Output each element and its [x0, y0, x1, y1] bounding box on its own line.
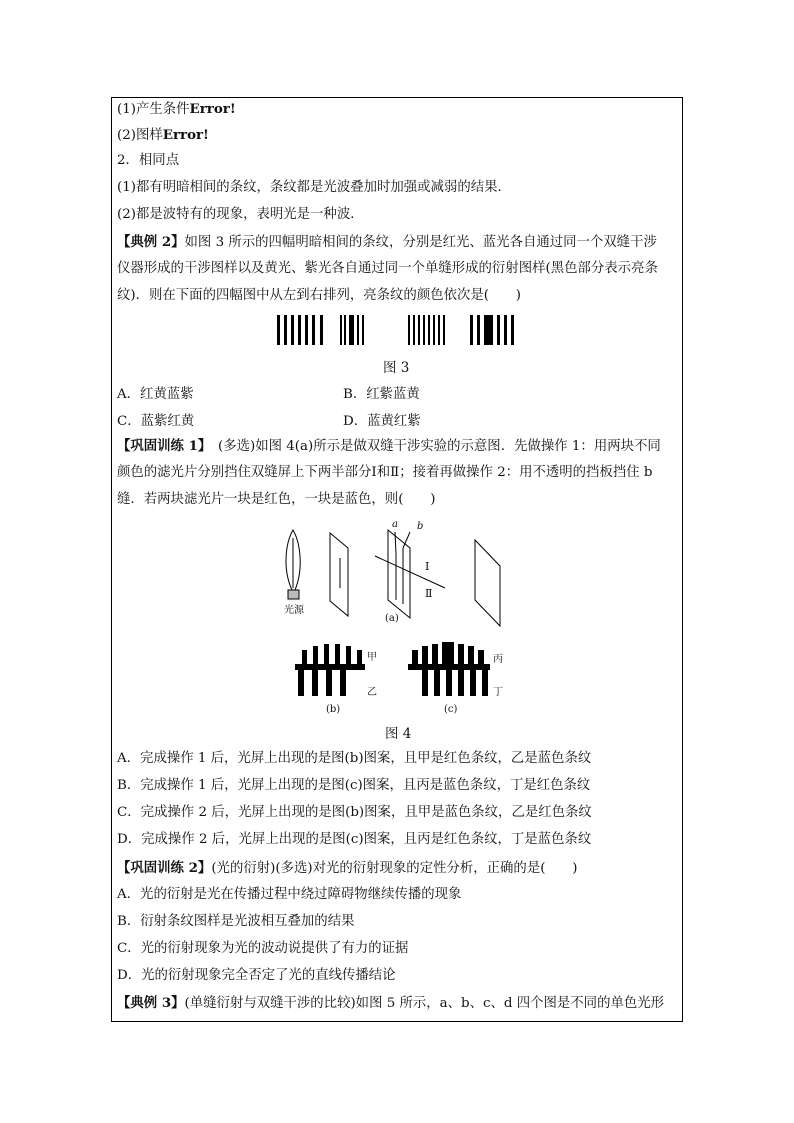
figure-4a-light-source-label: 光源 [284, 605, 304, 616]
figure-4-caption: 图 4 [385, 726, 412, 742]
training-2-option-d: D．光的衍射现象完全否定了光的直线传播结论 [117, 968, 396, 983]
figure-4a-sublabel: (a) [385, 613, 399, 624]
figure-4b-label-yi: 乙 [367, 687, 377, 698]
text-line-4: (1)都有明暗相间的条纹，条纹都是光波叠加时加强或减弱的结果． [117, 180, 511, 195]
figure-4b-sublabel: (b) [326, 704, 341, 715]
text-line-1: (1)产生条件Error! [117, 101, 236, 117]
training-1-line-1: 【巩固训练 1】 (多选)如图 4(a)所示是做双缝干涉实验的示意图．先做操作 1：用两块不同 [117, 438, 661, 454]
figure-3-caption: 图 3 [383, 360, 410, 376]
example-2-option-c: C．蓝紫红黄 [117, 414, 195, 429]
section-heading: 2．相同点 [117, 153, 180, 168]
figure-4b-fringes [295, 642, 375, 698]
figure-4a-label-a: a [392, 519, 398, 530]
figure-4a-label-II: Ⅱ [425, 587, 433, 600]
figure-4c-fringes [408, 642, 498, 698]
example-2-line-2: 仪器形成的干涉图样以及黄光、紫光各自通过同一个单缝形成的衍射图样(黑色部分表示亮条 [117, 261, 658, 276]
text-line-2: (2)图样Error! [117, 127, 209, 143]
training-2-question: 【巩固训练 2】(光的衍射)(多选)对光的衍射现象的定性分析，正确的是( ) [117, 860, 578, 876]
figure-4c-label-bing: 丙 [493, 654, 503, 665]
text-line-5: (2)都是波特有的现象，表明光是一种波． [117, 207, 364, 222]
training-1-line-3: 缝．若两块滤光片一块是红色，一块是蓝色，则( ) [117, 492, 436, 507]
training-2-option-b: B．衍射条纹图样是光波相互叠加的结果 [117, 914, 355, 929]
figure-4c-label-ding: 丁 [493, 687, 503, 698]
figure-4a-label-I: Ⅰ [425, 560, 430, 573]
training-1-option-c: C．完成操作 2 后，光屏上出现的是图(b)图案，且甲是蓝色条纹，乙是红色条纹 [117, 805, 592, 820]
training-2-option-c: C．光的衍射现象为光的波动说提供了有力的证据 [117, 941, 409, 956]
figure-3-fringes [270, 315, 530, 347]
figure-4a-label-b: b [417, 521, 424, 532]
training-1-option-d: D．完成操作 2 后，光屏上出现的是图(c)图案，且丙是红色条纹，丁是蓝色条纹 [117, 832, 592, 847]
training-1-option-b: B．完成操作 1 后，光屏上出现的是图(c)图案，且丙是蓝色条纹，丁是红色条纹 [117, 778, 591, 793]
example-3-question: 【典例 3】(单缝衍射与双缝干涉的比较)如图 5 所示，a、b、c、d 四个图是不同的单色光形 [117, 995, 665, 1011]
figure-4a-apparatus [270, 518, 530, 628]
example-2-line-1: 【典例 2】如图 3 所示的四幅明暗相间的条纹，分别是红光、蓝光各自通过同一个双缝干涉 [117, 234, 657, 250]
training-1-line-2: 颜色的滤光片分别挡住双缝屏上下两半部分Ⅰ和Ⅱ；接着再做操作 2：用不透明的挡板挡住 b [117, 465, 653, 480]
figure-4c-sublabel: (c) [444, 704, 458, 715]
example-2-option-b: B．红紫蓝黄 [343, 387, 420, 402]
training-2-option-a: A．光的衍射是光在传播过程中绕过障碍物继续传播的现象 [117, 887, 462, 902]
example-2-option-d: D．蓝黄红紫 [343, 414, 421, 429]
example-2-option-a: A．红黄蓝紫 [117, 387, 194, 402]
example-2-line-3: 纹)．则在下面的四幅图中从左到右排列，亮条纹的颜色依次是( ) [117, 288, 521, 303]
figure-4b-label-jia: 甲 [367, 652, 377, 663]
training-1-option-a: A．完成操作 1 后，光屏上出现的是图(b)图案，且甲是红色条纹，乙是蓝色条纹 [117, 751, 592, 766]
